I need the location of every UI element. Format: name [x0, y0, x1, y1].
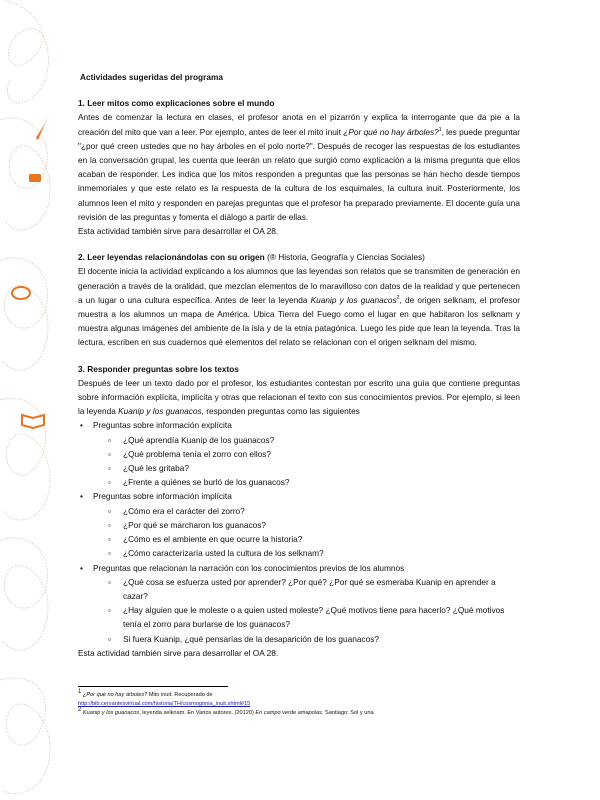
question-item: ▫ ¿Qué les gritaba?	[93, 461, 520, 475]
question-groups	[78, 418, 520, 645]
question-group: • Preguntas que relacionan la narración con los conocimientos previos de los alumnos ▫ ¿Qué cosa se esfuerza usted por aprender? ¿Por qué? ¿Por qué se esmeraba Kuanip en aprender a cazar? ▫ ¿Hay alguien que le moleste o a quien usted moleste? ¿Qué motivos tiene para hacerlo? ¿Qué motivos tenía el zorro para burlarse de los guanacos? ▫ Si fuera Kuanip, ¿qué pensarías de la desaparición de los guanacos?	[78, 561, 520, 646]
speech-bubble-icon	[12, 287, 30, 299]
activity-1	[78, 96, 520, 238]
page-title: Actividades sugeridas del programa	[80, 72, 223, 82]
activity-paragraph: Antes de comenzar la lectura en clases, el profesor anota en el pizarrón y explica la interrogante que da pie a la creación del mito que van a leer. Por ejemplo, antes de leer el mito inuit ¿Por qué no hay árboles?$^1$, les puede preguntar "¿por qué creen ustedes que no hay árboles en el polo norte?". Después de recoger las respuestas de los estudiantes en la conversación grupal, les cuenta que leerán un relato que surgió como explicación a la misma pregunta que ellos acaban de responder. Les indica que los mitos responden a preguntas que las personas se han hecho desde tiempos inmemoriales y que este relato es la respuesta de la cultura de los esquimales, la cultura inuit. Posteriormente, los alumnos leen el mito y responden en parejas preguntas que el profesor ha preparado previamente. El docente guía una revisión de las preguntas y fomenta el diálogo a partir de ellas.	[78, 112, 520, 222]
footnote-divider	[78, 686, 228, 687]
decorative-border	[0, 0, 60, 800]
question-item: ▫ ¿Cómo era el carácter del zorro?	[93, 504, 520, 518]
camera-icon	[29, 174, 41, 182]
activity-heading: 2. Leer leyendas relacionándolas con su origen (® Historia, Geografía y Ciencias Sociales)	[78, 252, 425, 263]
question-item: ▫ ¿Por qué se marcharon los guanacos?	[93, 518, 520, 532]
activity-2	[78, 250, 520, 349]
question-item: ▫ ¿Cómo caracterizaría usted la cultura de los selknam?	[93, 546, 520, 560]
question-item: ▫ ¿Cómo es el ambiente en que ocurre la historia?	[93, 532, 520, 546]
activity-note: Esta actividad también sirve para desarrollar el OA 28.	[78, 647, 279, 658]
question-item: ▫ Si fuera Kuanip, ¿qué pensarías de la desaparición de los guanacos?	[93, 632, 520, 646]
question-item: ▫ ¿Qué cosa se esfuerza usted por aprender? ¿Por qué? ¿Por qué se esmeraba Kuanip en aprender a cazar?	[93, 575, 520, 603]
document-body	[78, 70, 520, 718]
footnotes	[78, 686, 528, 718]
question-item: ▫ ¿Hay alguien que le moleste o a quien usted moleste? ¿Qué motivos tiene para hacerlo? ¿Qué motivos tenía el zorro para burlarse de los guanacos?	[93, 603, 520, 631]
activity-paragraph: Después de leer un texto dado por el profesor, los estudiantes contestan por escrito una guía que contiene preguntas sobre información explícita, implícita y otras que relacionan el texto con sus conocimientos previos. Por ejemplo, si leen la leyenda Kuanip y los guanacos, responden preguntas como las siguientes	[78, 377, 520, 417]
footnote-2: $^2$ Kuanip y los guanacos, leyenda selknam. En Varios autores. (20120) En campo verde amapolas. Santiago: Sol y una	[78, 707, 374, 716]
activity-heading: 3. Responder preguntas sobre los textos	[78, 363, 239, 374]
activity-heading: 1. Leer mitos como explicaciones sobre el mundo	[78, 98, 275, 109]
question-item: ▫ ¿Frente a quiénes se burló de los guanacos?	[93, 475, 520, 489]
activity-note: Esta actividad también sirve para desarrollar el OA 28.	[78, 226, 279, 237]
question-group: • Preguntas sobre información explícita ▫ ¿Qué aprendía Kuanip de los guanacos? ▫ ¿Qué problema tenía el zorro con ellos? ▫ ¿Qué les gritaba? ▫ ¿Frente a quiénes se burló de los guanacos?	[78, 418, 520, 489]
question-item: ▫ ¿Qué aprendía Kuanip de los guanacos?	[93, 433, 520, 447]
book-icon	[22, 415, 44, 428]
question-group: • Preguntas sobre información implícita ▫ ¿Cómo era el carácter del zorro? ▫ ¿Por qué se marcharon los guanacos? ▫ ¿Cómo es el ambiente en que ocurre la historia? ▫ ¿Cómo caracterizaría usted la cultura de los selknam?	[78, 489, 520, 560]
footnote-link[interactable]: http://bib.cervantesvirtual.com/historia/TH/cosmogonia_inuit.shtml#15	[78, 700, 251, 707]
activity-3	[78, 362, 520, 660]
question-item: ▫ ¿Qué problema tenía el zorro con ellos?	[93, 447, 520, 461]
footnote-1: $^1$ ¿Por qué no hay árboles? Mito inuit. Recuperado de	[78, 689, 213, 698]
quill-icon	[36, 115, 49, 140]
activity-paragraph: El docente inicia la actividad explicando a los alumnos que las leyendas son relatos que se transmiten de generación en generación a través de la oralidad, que mezclan elementos de lo maravilloso con datos de la realidad y que pertenecen a un lugar o una cultura específica. Antes de leer la leyenda Kuanip y los guanacos$^2$, de origen selknam, el profesor muestra a los alumnos un mapa de América. Ubica Tierra del Fuego como el lugar en que habitaron los selknam y muestra algunas imágenes del ambiente de la isla y de la etnia patagónica. Luego les pide que lean la leyenda. Tras la lectura, escriben en sus cuadernos qué elementos del relato se relacionan con el origen selknam del mismo.	[78, 266, 520, 348]
